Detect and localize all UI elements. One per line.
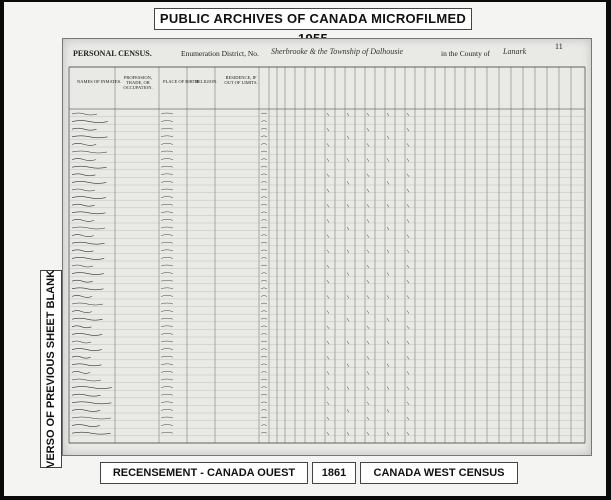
handwriting-stroke	[261, 273, 267, 274]
tally-mark	[347, 227, 349, 230]
tally-mark	[367, 250, 369, 253]
handwriting-stroke	[72, 235, 94, 237]
handwriting-stroke	[161, 356, 173, 357]
tally-mark	[407, 219, 409, 222]
tally-mark	[407, 189, 409, 192]
handwriting-stroke	[261, 257, 267, 258]
handwriting-stroke	[161, 181, 173, 182]
handwriting-stroke	[261, 250, 267, 251]
handwriting-stroke	[72, 143, 96, 145]
handwriting-stroke	[72, 387, 112, 389]
page-number: 11	[555, 42, 563, 51]
handwriting-stroke	[161, 311, 173, 312]
handwriting-stroke	[72, 212, 105, 214]
handwriting-stroke	[72, 265, 93, 267]
handwriting-stroke	[261, 356, 267, 357]
tally-mark	[327, 159, 329, 162]
tally-mark	[407, 295, 409, 298]
tally-mark	[327, 235, 329, 238]
handwriting-stroke	[72, 189, 95, 191]
tally-mark	[407, 128, 409, 131]
county-label: in the County of	[441, 49, 490, 58]
handwriting-stroke	[72, 326, 91, 328]
handwriting-stroke	[161, 265, 173, 266]
tally-mark	[367, 371, 369, 374]
handwriting-stroke	[72, 113, 97, 115]
tally-mark	[367, 204, 369, 207]
tally-mark	[327, 326, 329, 329]
tally-mark	[367, 356, 369, 359]
tally-mark	[367, 113, 369, 116]
tally-mark	[327, 113, 329, 116]
handwriting-stroke	[161, 121, 173, 122]
tally-mark	[367, 219, 369, 222]
tally-mark	[347, 387, 349, 390]
handwriting-stroke	[261, 371, 267, 372]
tally-mark	[327, 250, 329, 253]
tally-mark	[387, 295, 389, 298]
tally-mark	[327, 432, 329, 435]
tally-mark	[367, 280, 369, 283]
tally-mark	[407, 174, 409, 177]
handwriting-stroke	[261, 432, 267, 433]
tally-mark	[327, 371, 329, 374]
tally-mark	[347, 432, 349, 435]
tally-mark	[367, 432, 369, 435]
handwriting-stroke	[261, 303, 267, 304]
handwriting-stroke	[261, 159, 267, 160]
handwriting-stroke	[72, 174, 95, 176]
handwriting-stroke	[72, 151, 107, 153]
handwriting-stroke	[261, 295, 267, 296]
tally-mark	[387, 113, 389, 116]
tally-mark	[347, 318, 349, 321]
handwriting-stroke	[72, 257, 104, 259]
census-sheet	[62, 38, 592, 456]
handwriting-stroke	[161, 371, 173, 372]
tally-mark	[327, 417, 329, 420]
handwriting-stroke	[161, 174, 173, 175]
tally-mark	[347, 341, 349, 344]
handwriting-stroke	[161, 219, 173, 220]
tally-mark	[387, 341, 389, 344]
tally-mark	[387, 181, 389, 184]
handwriting-stroke	[161, 394, 173, 395]
tally-mark	[347, 409, 349, 412]
handwriting-stroke	[261, 394, 267, 395]
tally-mark	[347, 136, 349, 139]
handwriting-stroke	[261, 265, 267, 266]
tally-mark	[407, 235, 409, 238]
district-value: Sherbrooke & the Township of Dalhousie	[271, 47, 404, 56]
handwriting-stroke	[72, 227, 105, 229]
handwriting-stroke	[261, 333, 267, 334]
handwriting-stroke	[161, 379, 173, 380]
footer-english: CANADA WEST CENSUS	[360, 462, 518, 484]
handwriting-stroke	[72, 128, 97, 130]
tally-mark	[347, 204, 349, 207]
district-label: Enumeration District, No.	[181, 49, 259, 58]
handwriting-stroke	[161, 349, 173, 350]
handwriting-stroke	[72, 402, 111, 404]
tally-mark	[347, 273, 349, 276]
tally-mark	[327, 311, 329, 314]
tally-mark	[367, 402, 369, 405]
tally-mark	[407, 341, 409, 344]
handwriting-stroke	[161, 128, 173, 129]
handwriting-stroke	[261, 379, 267, 380]
tally-mark	[407, 387, 409, 390]
tally-mark	[327, 341, 329, 344]
handwriting-stroke	[261, 181, 267, 182]
handwriting-stroke	[161, 333, 173, 334]
handwriting-stroke	[161, 318, 173, 319]
handwriting-stroke	[261, 212, 267, 213]
tally-mark	[407, 432, 409, 435]
handwriting-stroke	[261, 227, 267, 228]
handwriting-stroke	[72, 349, 102, 351]
handwriting-stroke	[161, 417, 173, 418]
tally-mark	[347, 113, 349, 116]
handwriting-stroke	[161, 136, 173, 137]
handwriting-stroke	[72, 197, 106, 199]
tally-mark	[347, 181, 349, 184]
handwriting-stroke	[72, 280, 93, 282]
handwriting-stroke	[161, 242, 173, 243]
handwriting-stroke	[261, 349, 267, 350]
tally-mark	[367, 159, 369, 162]
handwriting-stroke	[161, 273, 173, 274]
tally-mark	[407, 326, 409, 329]
handwriting-stroke	[72, 136, 107, 138]
tally-mark	[387, 136, 389, 139]
tally-mark	[387, 273, 389, 276]
footer-year: 1861	[312, 462, 356, 484]
tally-mark	[407, 356, 409, 359]
handwriting-stroke	[261, 242, 267, 243]
tally-mark	[327, 387, 329, 390]
handwriting-stroke	[261, 204, 267, 205]
handwriting-stroke	[261, 402, 267, 403]
tally-mark	[367, 174, 369, 177]
handwriting-stroke	[261, 143, 267, 144]
handwriting-stroke	[72, 121, 108, 123]
tally-mark	[407, 311, 409, 314]
handwriting-stroke	[161, 143, 173, 144]
tally-mark	[367, 341, 369, 344]
microfilm-frame	[4, 2, 606, 496]
handwriting-stroke	[261, 136, 267, 137]
tally-mark	[347, 250, 349, 253]
tally-mark	[367, 189, 369, 192]
tally-mark	[387, 364, 389, 367]
tally-mark	[407, 143, 409, 146]
tally-mark	[367, 265, 369, 268]
handwriting-stroke	[72, 181, 106, 183]
handwriting-stroke	[72, 166, 107, 168]
handwriting-stroke	[72, 432, 111, 434]
tally-mark	[387, 432, 389, 435]
tally-mark	[407, 280, 409, 283]
handwriting-stroke	[261, 326, 267, 327]
handwriting-stroke	[72, 242, 105, 244]
sheet-title: PERSONAL CENSUS.	[73, 49, 152, 58]
tally-mark	[327, 265, 329, 268]
handwriting-stroke	[161, 295, 173, 296]
handwriting-stroke	[72, 341, 91, 343]
handwriting-stroke	[161, 250, 173, 251]
handwriting-stroke	[161, 288, 173, 289]
handwriting-stroke	[261, 425, 267, 426]
handwriting-stroke	[261, 364, 267, 365]
handwriting-stroke	[261, 318, 267, 319]
handwriting-stroke	[72, 356, 91, 358]
handwriting-stroke	[161, 189, 173, 190]
tally-mark	[327, 356, 329, 359]
handwriting-stroke	[161, 257, 173, 258]
handwriting-stroke	[161, 159, 173, 160]
side-note-text: VERSO OF PREVIOUS SHEET BLANK	[45, 269, 57, 469]
column-header-birth: PLACE OF BIRTH.	[163, 79, 200, 84]
handwriting-stroke	[161, 387, 173, 388]
column-header-profession: PROFESSION, TRADE, OR OCCUPATION.	[123, 75, 153, 90]
handwriting-stroke	[261, 417, 267, 418]
handwriting-stroke	[161, 166, 173, 167]
tally-mark	[387, 227, 389, 230]
handwriting-stroke	[161, 432, 173, 433]
handwriting-stroke	[72, 379, 101, 381]
handwriting-stroke	[261, 387, 267, 388]
tally-mark	[407, 417, 409, 420]
handwriting-stroke	[261, 113, 267, 114]
tally-mark	[327, 280, 329, 283]
tally-mark	[327, 204, 329, 207]
handwriting-stroke	[261, 235, 267, 236]
handwriting-stroke	[72, 409, 100, 411]
handwriting-stroke	[161, 204, 173, 205]
handwriting-stroke	[161, 212, 173, 213]
handwriting-stroke	[261, 189, 267, 190]
tally-mark	[347, 295, 349, 298]
tally-mark	[407, 371, 409, 374]
handwriting-stroke	[161, 151, 173, 152]
tally-mark	[327, 189, 329, 192]
column-header-names: NAMES OF INMATES.	[77, 79, 122, 84]
handwriting-stroke	[72, 311, 92, 313]
handwriting-stroke	[161, 303, 173, 304]
tally-mark	[367, 387, 369, 390]
census-grid	[63, 39, 591, 455]
handwriting-stroke	[261, 151, 267, 152]
tally-mark	[387, 387, 389, 390]
tally-mark	[387, 204, 389, 207]
handwriting-stroke	[72, 219, 94, 221]
handwriting-stroke	[72, 159, 96, 161]
handwriting-stroke	[161, 364, 173, 365]
tally-mark	[327, 128, 329, 131]
handwriting-stroke	[72, 417, 111, 419]
handwriting-stroke	[161, 113, 173, 114]
handwriting-stroke	[72, 288, 103, 290]
tally-mark	[407, 402, 409, 405]
handwriting-stroke	[261, 280, 267, 281]
handwriting-stroke	[72, 333, 102, 335]
footer-band	[100, 462, 520, 484]
handwriting-stroke	[161, 197, 173, 198]
tally-mark	[387, 318, 389, 321]
tally-mark	[387, 250, 389, 253]
handwriting-stroke	[72, 204, 95, 206]
handwriting-stroke	[161, 425, 173, 426]
column-header-religion: RELIGION.	[195, 79, 218, 84]
handwriting-stroke	[161, 280, 173, 281]
handwriting-stroke	[261, 197, 267, 198]
footer-french: RECENSEMENT - CANADA OUEST	[100, 462, 308, 484]
handwriting-stroke	[72, 295, 92, 297]
tally-mark	[387, 159, 389, 162]
tally-mark	[407, 204, 409, 207]
tally-mark	[407, 113, 409, 116]
tally-mark	[327, 219, 329, 222]
handwriting-stroke	[72, 371, 90, 373]
handwriting-stroke	[72, 250, 93, 252]
tally-mark	[367, 311, 369, 314]
handwriting-stroke	[161, 402, 173, 403]
tally-mark	[367, 235, 369, 238]
tally-mark	[367, 128, 369, 131]
handwriting-stroke	[261, 121, 267, 122]
handwriting-stroke	[261, 128, 267, 129]
tally-mark	[347, 159, 349, 162]
column-header-residence: RESIDENCE, IF OUT OF LIMITS.	[224, 75, 258, 85]
handwriting-stroke	[72, 425, 100, 427]
handwriting-stroke	[261, 219, 267, 220]
handwriting-stroke	[261, 166, 267, 167]
tally-mark	[347, 364, 349, 367]
county-value: Lanark	[503, 47, 527, 56]
handwriting-stroke	[161, 227, 173, 228]
handwriting-stroke	[261, 341, 267, 342]
handwriting-stroke	[72, 273, 104, 275]
tally-mark	[327, 402, 329, 405]
tally-mark	[327, 295, 329, 298]
side-note	[40, 270, 62, 468]
tally-mark	[367, 295, 369, 298]
tally-mark	[407, 159, 409, 162]
handwriting-stroke	[161, 409, 173, 410]
handwriting-stroke	[261, 288, 267, 289]
archive-header: PUBLIC ARCHIVES OF CANADA MICROFILMED	[154, 8, 472, 30]
tally-mark	[367, 326, 369, 329]
tally-mark	[327, 143, 329, 146]
tally-mark	[327, 174, 329, 177]
handwriting-stroke	[261, 174, 267, 175]
handwriting-stroke	[161, 326, 173, 327]
handwriting-stroke	[161, 235, 173, 236]
handwriting-stroke	[72, 318, 103, 320]
tally-mark	[367, 143, 369, 146]
handwriting-stroke	[261, 311, 267, 312]
handwriting-stroke	[72, 364, 101, 366]
tally-mark	[367, 417, 369, 420]
tally-mark	[407, 265, 409, 268]
handwriting-stroke	[261, 409, 267, 410]
handwriting-stroke	[72, 394, 101, 396]
tally-mark	[387, 409, 389, 412]
handwriting-stroke	[72, 303, 103, 305]
tally-mark	[407, 250, 409, 253]
handwriting-stroke	[161, 341, 173, 342]
